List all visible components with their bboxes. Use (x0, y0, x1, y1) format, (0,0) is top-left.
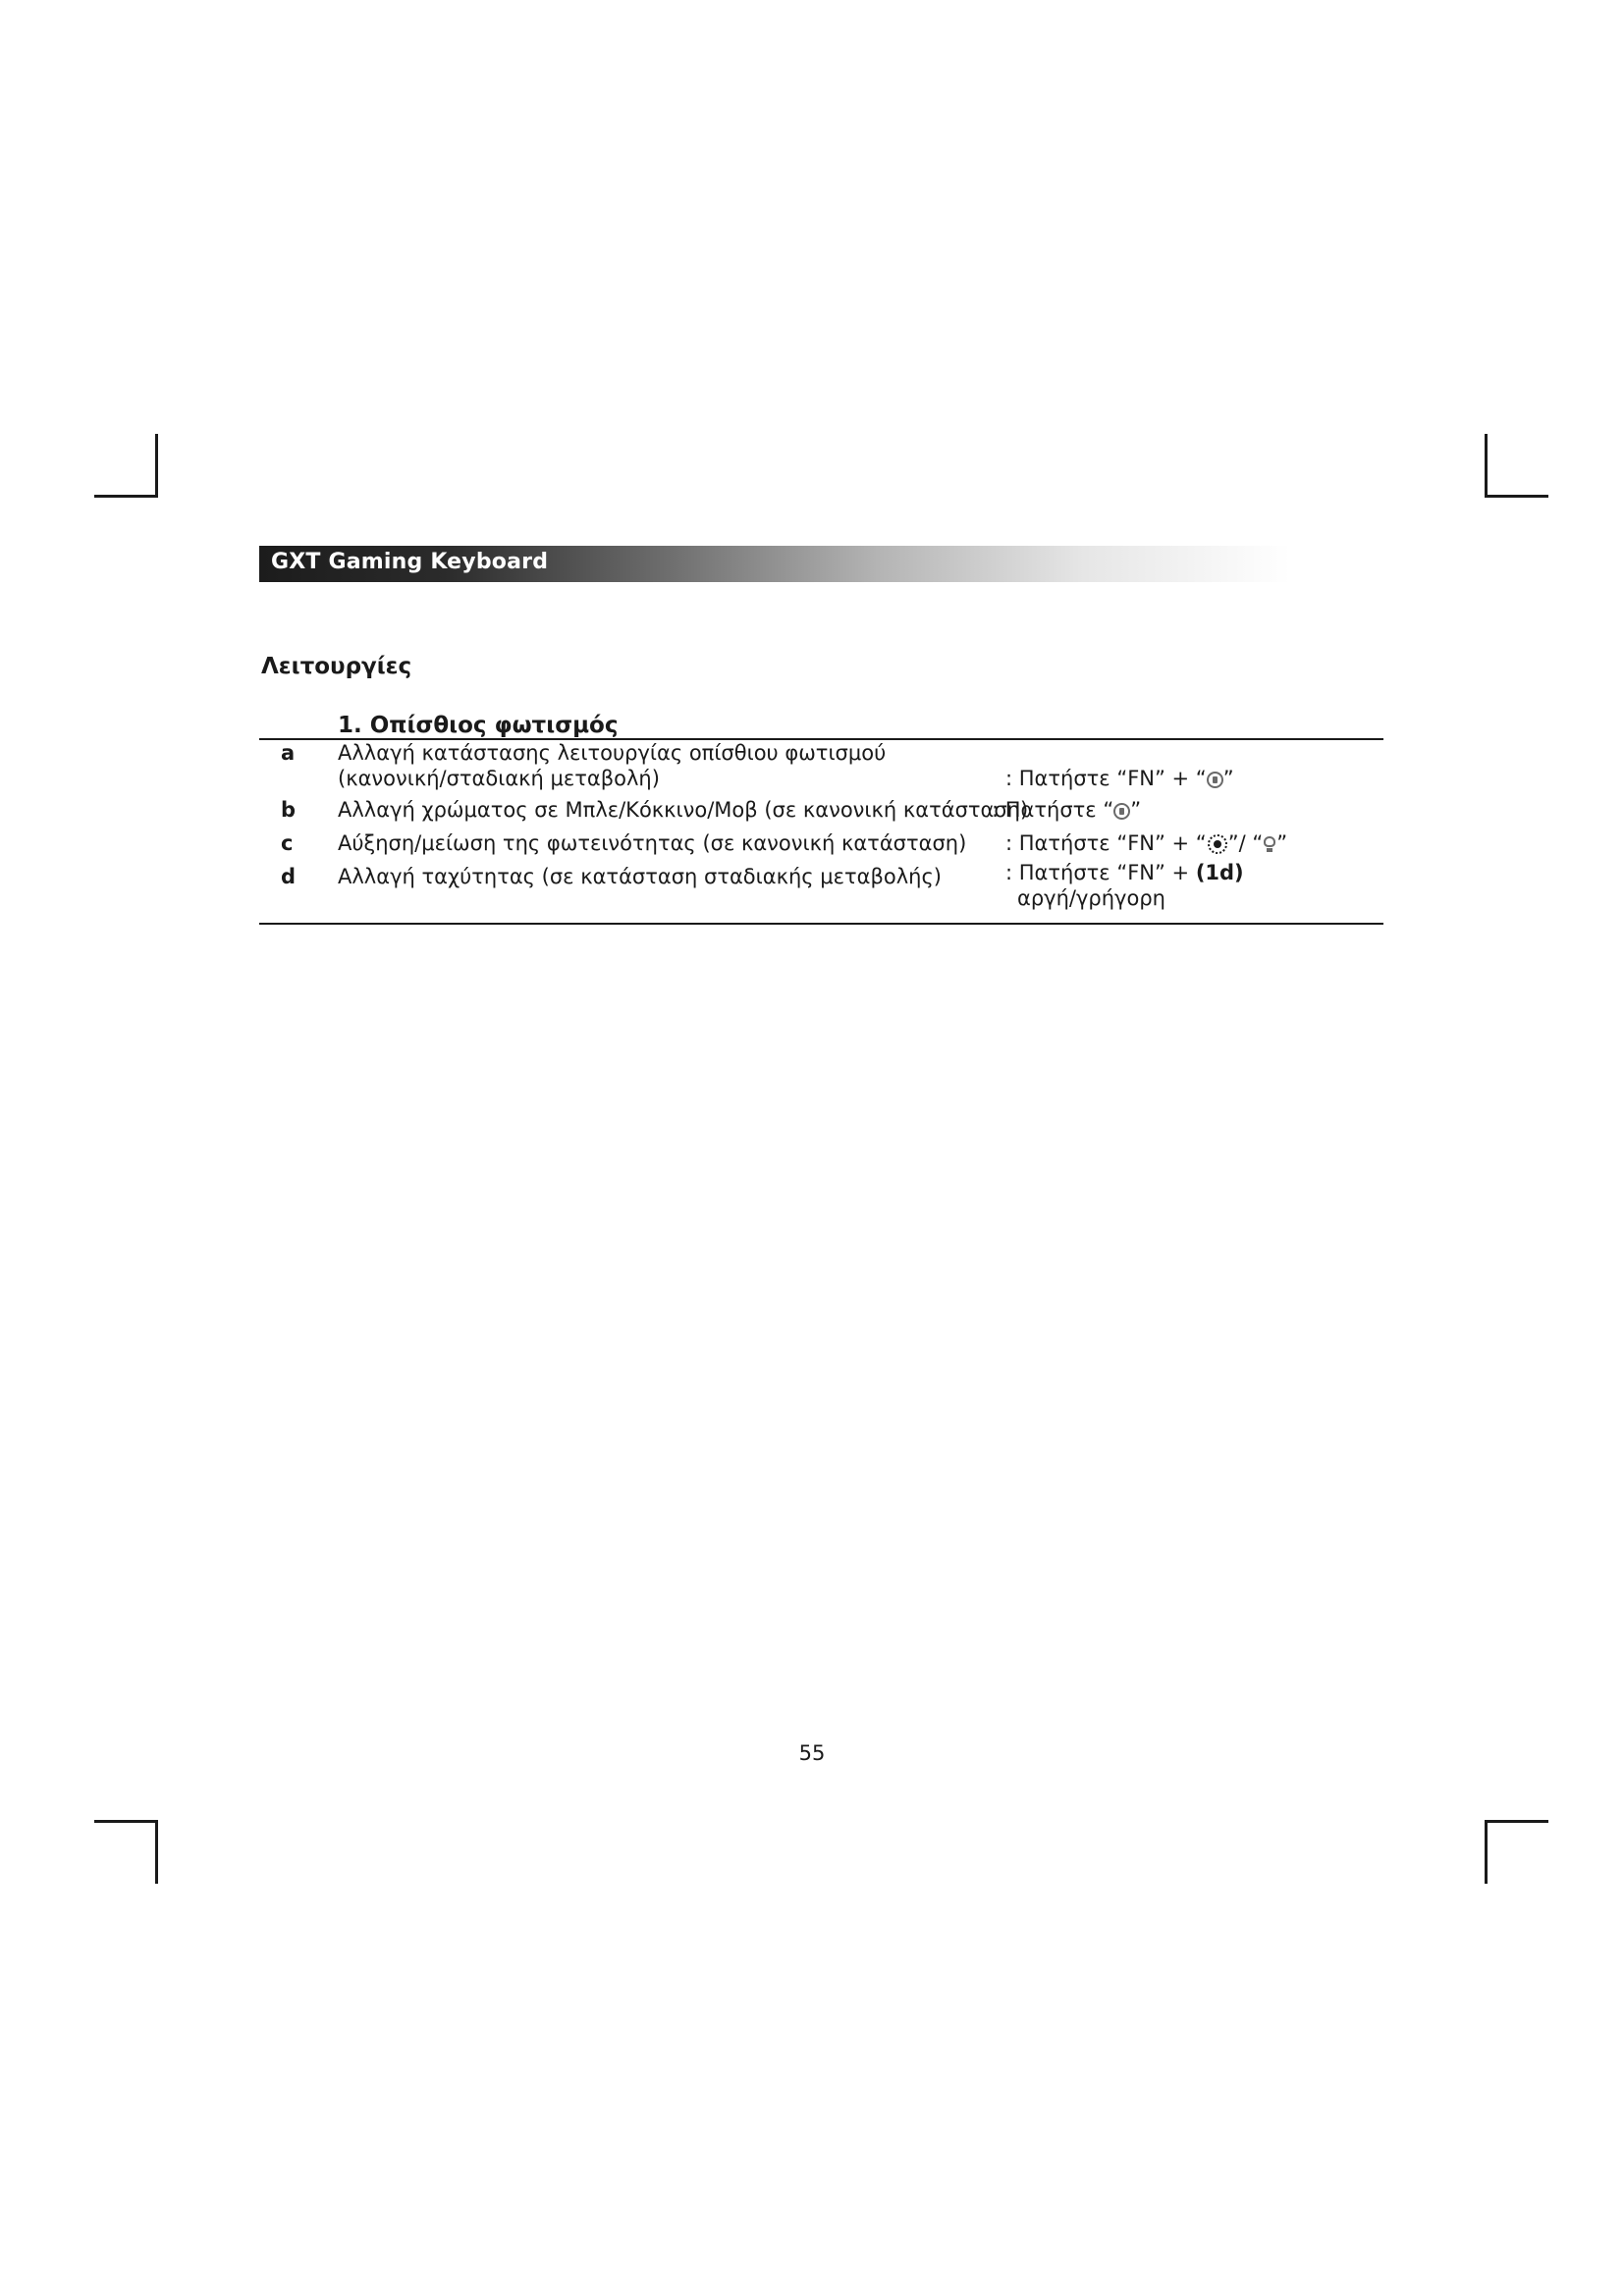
section-title: Λειτουργίες (261, 654, 412, 679)
function-row-d (259, 861, 1383, 919)
crop-mark-bottom-right (1485, 1820, 1548, 1884)
row-letter: c (281, 831, 294, 855)
function-row-c (259, 830, 1383, 858)
row-action (1005, 766, 1234, 791)
crop-mark-top-right (1485, 434, 1548, 498)
backlight-mode-icon (1113, 803, 1130, 820)
crop-mark-bottom-left (94, 1820, 158, 1884)
row-action-reference: (1d) (1195, 861, 1244, 884)
row-letter: b (281, 798, 297, 822)
row-action-text-end: ” (1222, 767, 1234, 790)
row-action-text: : Πατήστε “FN” + “ (1005, 767, 1207, 790)
backlight-mode-icon (1207, 772, 1223, 788)
row-action-text-end: ” (1276, 831, 1288, 855)
row-action-text: : Πατήστε “FN” + “ (1005, 831, 1207, 855)
row-description-line1: Αλλαγή κατάστασης λειτουργίας οπίσθιου φωτισμού (338, 741, 887, 765)
row-action-line2: αργή/γρήγορη (1017, 886, 1165, 910)
brightness-up-icon (1207, 833, 1228, 855)
page-number: 55 (798, 1741, 826, 1765)
row-description-line1: Αύξηση/μείωση της φωτεινότητας (σε κανονική κατάσταση) (338, 831, 967, 855)
row-action-text-mid: ”/ “ (1227, 831, 1264, 855)
function-row-b (259, 797, 1383, 825)
row-description-line1: Αλλαγή ταχύτητας (σε κατάσταση σταδιακής μεταβολής) (338, 865, 942, 888)
function-row-a (259, 738, 1383, 793)
row-action-text-end: ” (1130, 798, 1142, 822)
row-description-line1: Αλλαγή χρώματος σε Μπλε/Κόκκινο/Μοβ (σε κανονική κατάσταση) (338, 798, 1029, 822)
document-header-title: GXT Gaming Keyboard (271, 550, 549, 574)
subsection-title: 1. Οπίσθιος φωτισμός (338, 713, 619, 738)
row-letter: a (281, 741, 296, 765)
row-action-text: : Πατήστε “FN” + (1005, 861, 1196, 884)
brightness-down-icon (1263, 836, 1276, 853)
row-letter: d (281, 865, 297, 888)
row-action (992, 797, 1141, 823)
crop-mark-top-left (94, 434, 158, 498)
document-header-band (259, 546, 1290, 582)
row-action (1005, 830, 1287, 856)
row-action-text: : Πατήστε “ (992, 798, 1114, 822)
table-bottom-rule (259, 923, 1383, 925)
row-action (1005, 860, 1244, 885)
row-description-line2: (κανονική/σταδιακή μεταβολή) (338, 767, 660, 790)
